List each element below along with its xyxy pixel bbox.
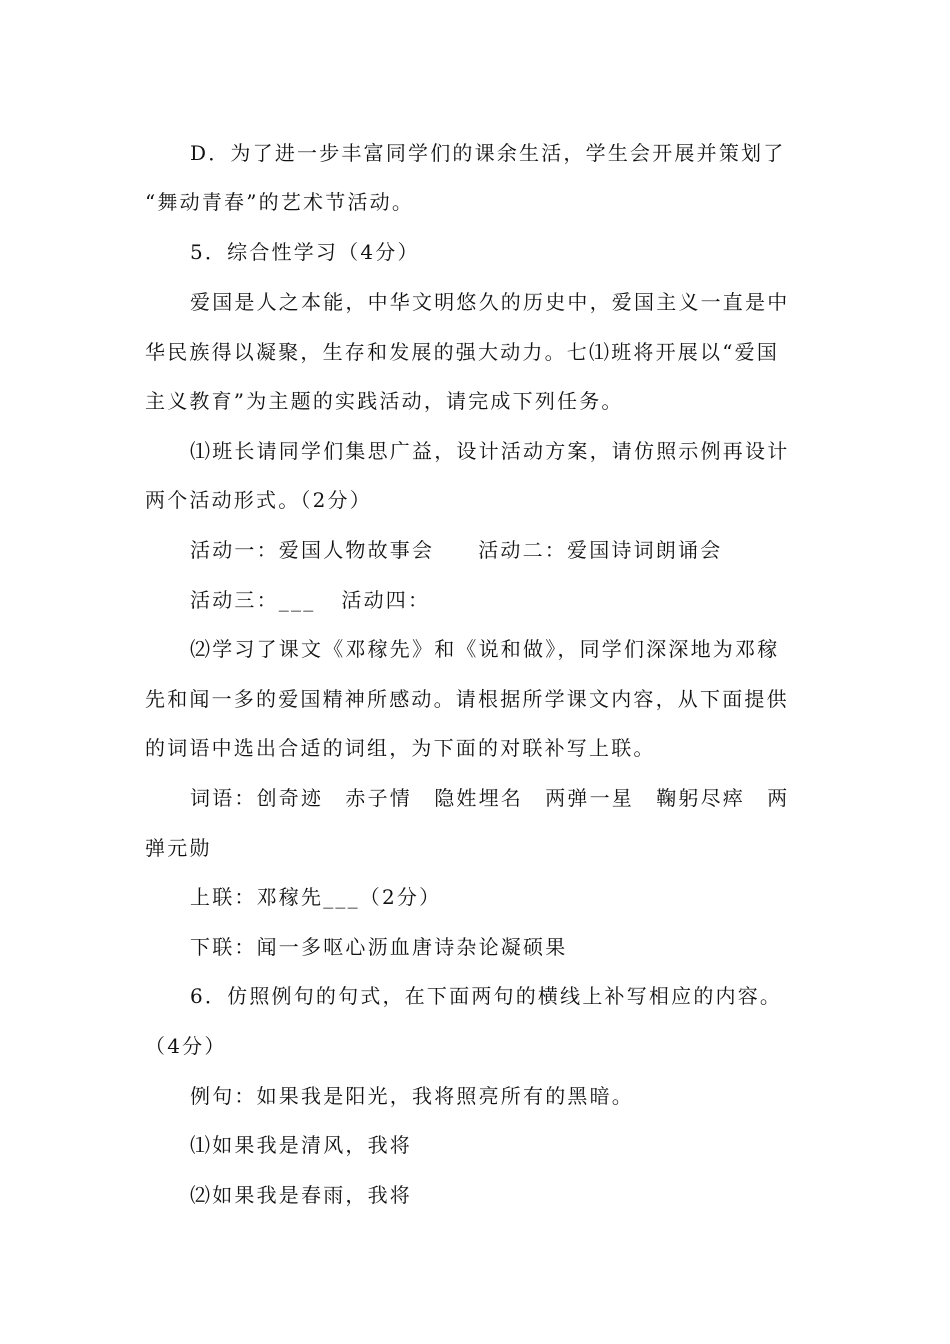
question-5-heading: 5．综合性学习（4分） — [190, 240, 420, 264]
option-d-line-2: “舞动青春”的艺术节活动。 — [145, 190, 415, 214]
option-d-line-1: D．为了进一步丰富同学们的课余生活，学生会开展并策划了 — [190, 141, 786, 165]
word-bank-line-1: 词语：创奇迹 赤子情 隐姓埋名 两弹一星 鞠躬尽瘁 两 — [190, 786, 790, 810]
couplet-lower: 下联：闻一多呕心沥血唐诗杂论凝硕果 — [190, 935, 568, 959]
task-2-line-2: 先和闻一多的爱国精神所感动。请根据所学课文内容，从下面提供 — [145, 687, 789, 711]
activity-row-1 — [190, 535, 722, 565]
blank-sentence-2: ⑵如果我是春雨，我将 — [190, 1183, 412, 1207]
task-2-line-1: ⑵学习了课文《邓稼先》和《说和做》，同学们深深地为邓稼 — [190, 637, 780, 661]
question-6-line-2: （4分） — [145, 1034, 227, 1058]
word-bank-line-2: 弹元勋 — [145, 836, 212, 860]
example-sentence: 例句：如果我是阳光，我将照亮所有的黑暗。 — [190, 1084, 634, 1108]
couplet-upper: 上联：邓稼先___（2分） — [190, 885, 442, 909]
paragraph-line: 主义教育”为主题的实践活动，请完成下列任务。 — [145, 389, 624, 413]
task-1-line-2: 两个活动形式。（2分） — [145, 488, 372, 512]
question-6-line-1: 6．仿照例句的句式，在下面两句的横线上补写相应的内容。 — [190, 984, 783, 1008]
activity-two: 活动二：爱国诗词朗诵会 — [478, 538, 723, 562]
paragraph-line: 华民族得以凝聚，生存和发展的强大动力。七⑴班将开展以“爱国 — [145, 340, 780, 364]
activity-row-2 — [190, 585, 430, 615]
activity-three: 活动三：___ — [190, 588, 316, 612]
task-1-line-1: ⑴班长请同学们集思广益，设计活动方案，请仿照示例再设计 — [190, 439, 790, 463]
activity-four: 活动四： — [341, 588, 431, 612]
activity-one: 活动一：爱国人物故事会 — [190, 538, 435, 562]
paragraph-line: 爱国是人之本能，中华文明悠久的历史中，爱国主义一直是中 — [190, 290, 790, 314]
task-2-line-3: 的词语中选出合适的词组，为下面的对联补写上联。 — [145, 736, 656, 760]
blank-sentence-1: ⑴如果我是清风，我将 — [190, 1133, 412, 1157]
